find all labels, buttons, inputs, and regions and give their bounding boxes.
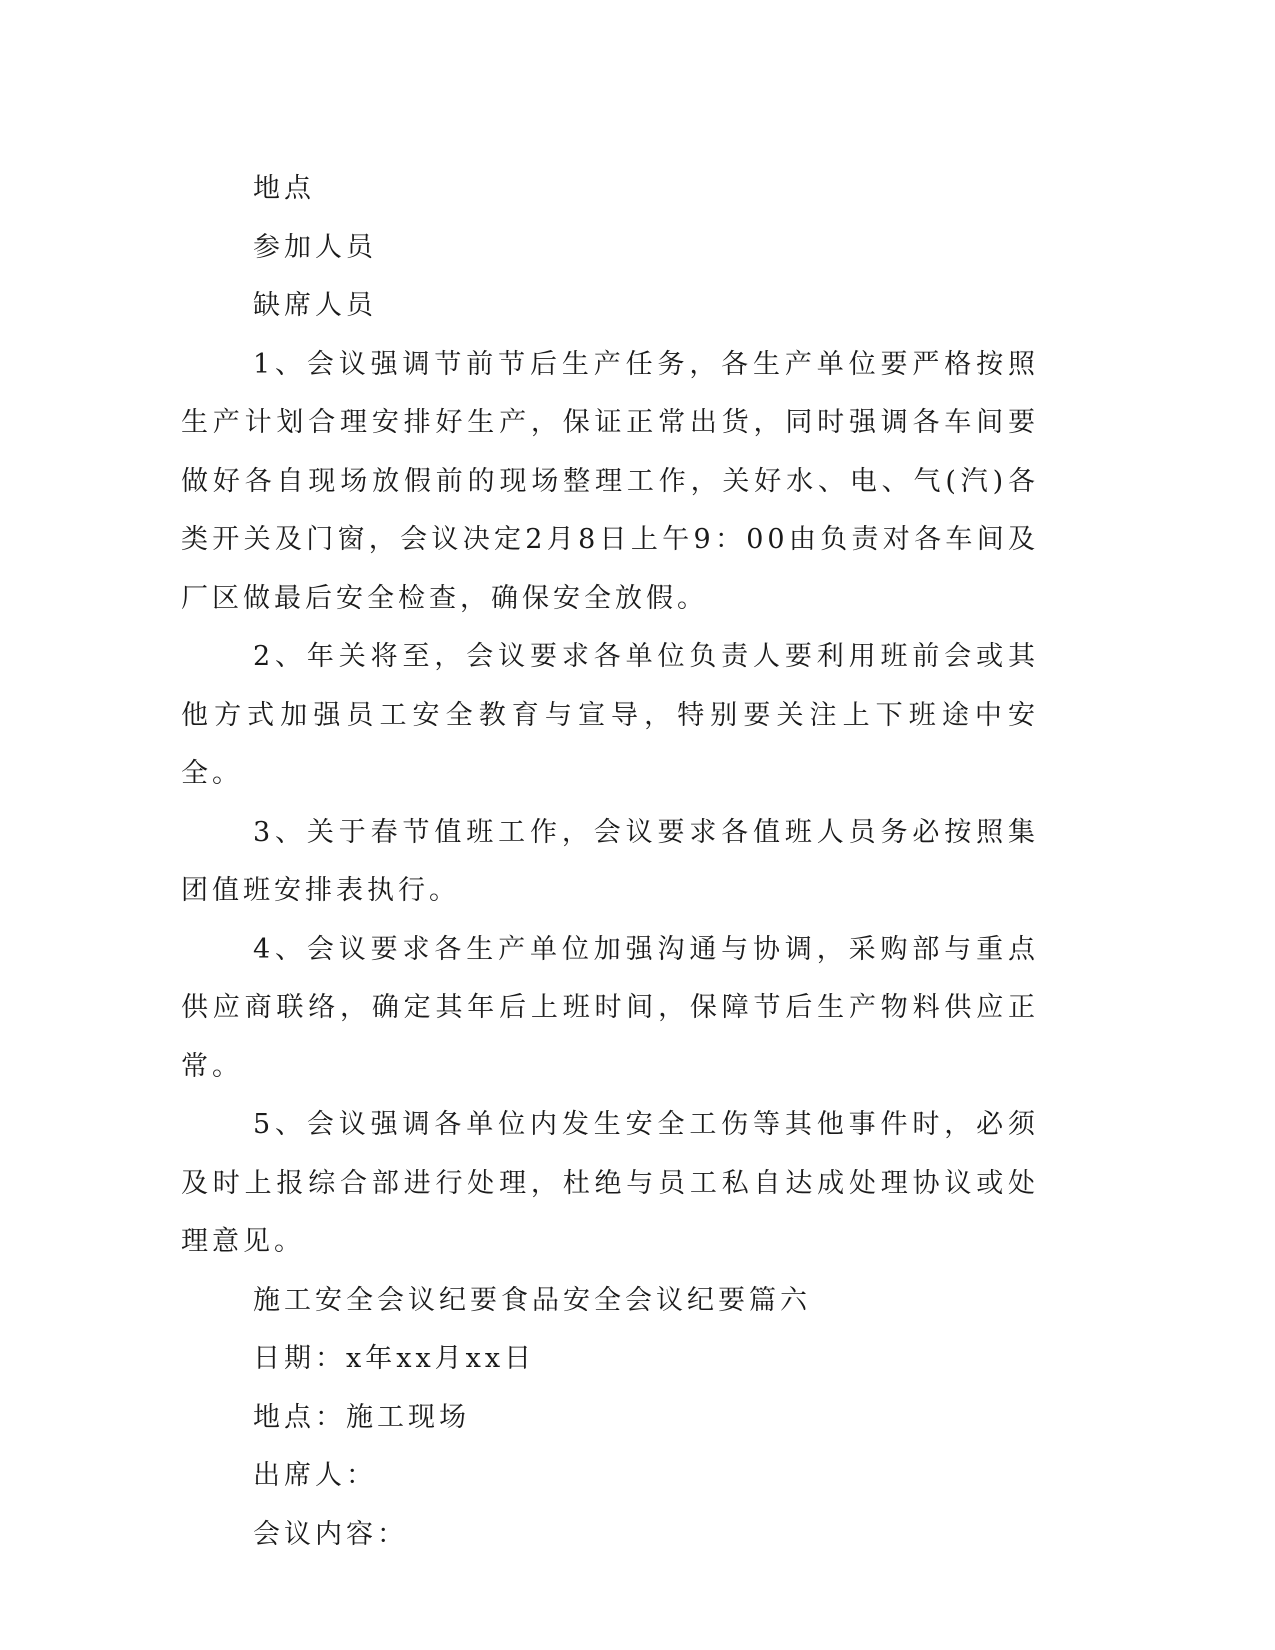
attendees-line: 出席人： <box>253 1460 377 1491</box>
item-5-paragraph: 5、会议强调各单位内发生安全工伤等其他事件时，必须及时上报综合部进行处理，杜绝与员工私自达成处理协议或处理意见。 <box>181 1109 1039 1257</box>
item-1-paragraph: 1、会议强调节前节后生产任务，各生产单位要严格按照生产计划合理安排好生产，保证正常出货，同时强调各车间要做好各自现场放假前的现场整理工作，关好水、电、气(汽)各类开关及门窗，会议决定2月8日上午9：00由负责对各车间及厂区做最后安全检查，确保安全放假。 <box>181 348 1039 614</box>
meeting-content-line: 会议内容： <box>253 1518 408 1550</box>
item-3-paragraph: 3、关于春节值班工作，会议要求各值班人员务必按照集团值班安排表执行。 <box>181 816 1039 906</box>
date-line: 日期：x年xx月xx日 <box>253 1343 536 1374</box>
location-label: 地点 <box>253 173 315 204</box>
section-title: 施工安全会议纪要食品安全会议纪要篇六 <box>253 1284 811 1316</box>
document-body <box>181 160 1039 1564</box>
item-2-paragraph: 2、年关将至，会议要求各单位负责人要利用班前会或其他方式加强员工安全教育与宣导，特别要关注上下班途中安全。 <box>181 641 1039 789</box>
attendees-label: 参加人员 <box>253 231 377 263</box>
absentees-label: 缺席人员 <box>253 290 377 321</box>
site-location-line: 地点：施工现场 <box>253 1401 470 1433</box>
item-4-paragraph: 4、会议要求各生产单位加强沟通与协调，采购部与重点供应商联络，确定其年后上班时间，保障节后生产物料供应正常。 <box>181 933 1039 1082</box>
